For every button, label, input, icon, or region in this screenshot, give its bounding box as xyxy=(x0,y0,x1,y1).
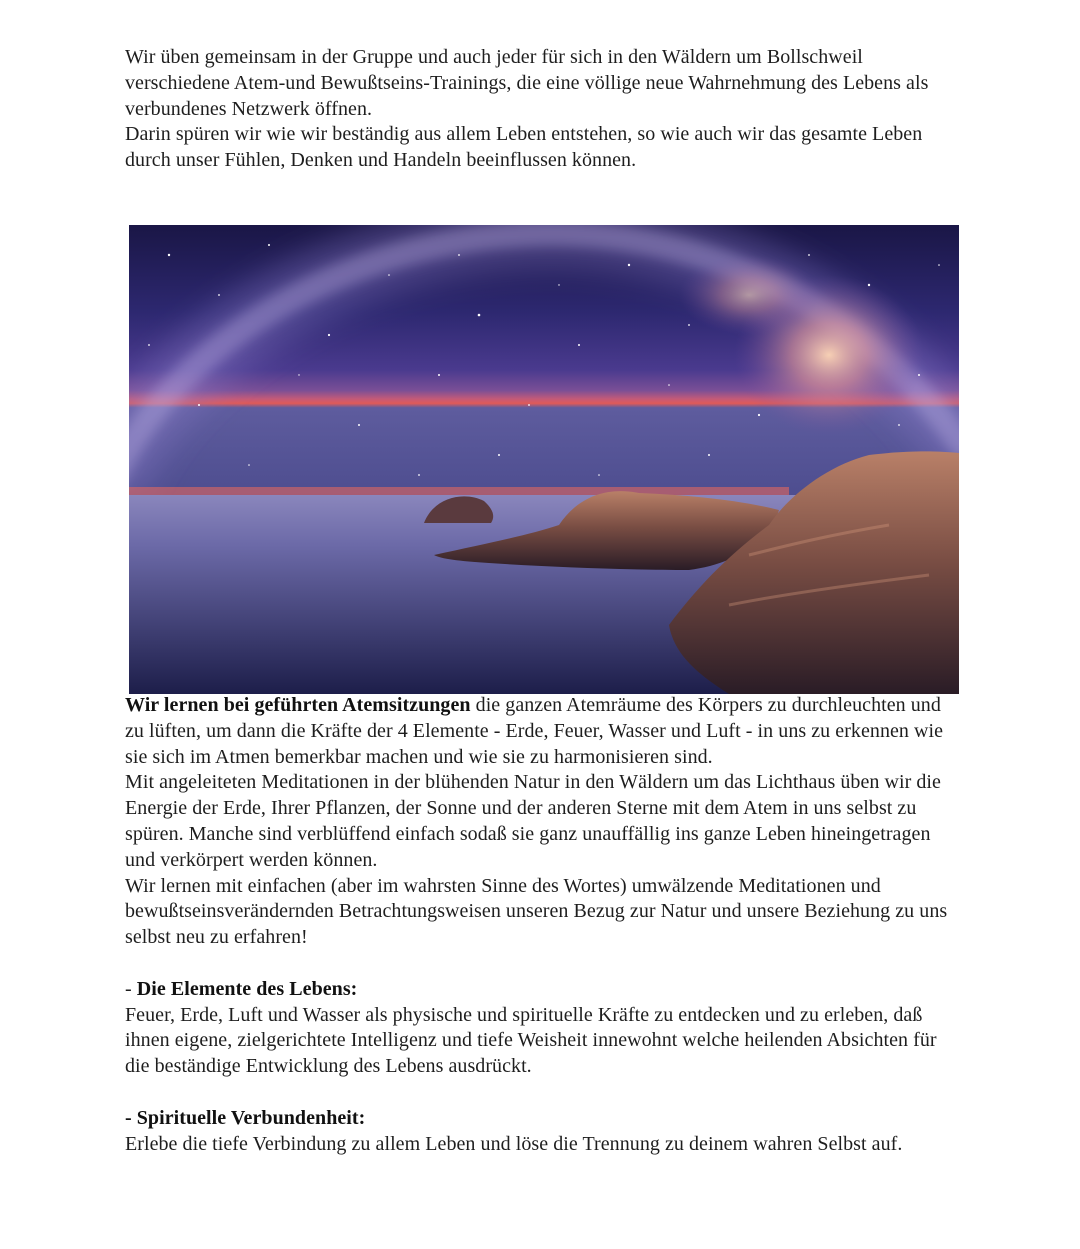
sessions-paragraph-1 xyxy=(125,693,960,770)
sessions-lead-bold: Wir lernen bei geführten Atemsitzungen xyxy=(125,694,471,716)
spacer xyxy=(125,1080,960,1106)
intro-paragraph-2: Darin spüren wir wie wir beständig aus allem Leben entstehen, so wie auch wir das gesamte Leben durch unser Fühlen, Denken und Handeln beeinflussen können. xyxy=(125,123,923,172)
sessions-paragraph-2: Mit angeleiteten Meditationen in der blühenden Natur in den Wäldern um das Lichthaus üben wir die Energie der Erde, Ihrer Pflanzen, der Sonne und der anderen Sterne mit dem Atem in uns selbst zu spüren. Manche sind verblüffend einfach sodaß sie ganz unauffällig ins ganze Leben hineingetragen und verkörpert werden können. xyxy=(125,771,941,871)
connection-heading-line xyxy=(125,1106,960,1132)
sessions-lead-rest: die ganzen Atemräume des Körpers zu durchleuchten und zu lüften, um dann die Kräfte der 4 Elemente - Erde, Feuer, Wasser und Luft - in uns zu erkennen wie sie sich im Atmen bemerkbar machen und wie sie zu harmonisieren sind. xyxy=(125,694,944,768)
elements-text: Feuer, Erde, Luft und Wasser als physische und spirituelle Kräfte zu entdecken und zu erleben, daß ihnen eigene, zielgerichtete Intelligenz und tiefe Weisheit innewohnt welche heilenden Absichten für die beständige Entwicklung des Lebens ausdrückt. xyxy=(125,1003,937,1078)
elements-heading: Die Elemente des Lebens: xyxy=(136,977,358,1000)
night-sky-milky-way-image xyxy=(129,225,959,694)
sessions-paragraph-3: Wir lernen mit einfachen (aber im wahrsten Sinne des Wortes) umwälzende Meditationen und bewußtseinsverändernden Betrachtungsweisen unseren Bezug zur Natur und unsere Beziehung zu uns selbst neu zu erfahren! xyxy=(125,874,948,949)
connection-text: Erlebe die tiefe Verbindung zu allem Leben und löse die Trennung zu deinem wahren Selbst auf. xyxy=(125,1132,903,1155)
main-text xyxy=(125,693,960,1157)
intro-text xyxy=(125,45,960,174)
connection-heading: - Spirituelle Verbundenheit: xyxy=(125,1106,366,1129)
intro-paragraph-1: Wir üben gemeinsam in der Gruppe und auch jeder für sich in den Wäldern um Bollschweil verschiedene Atem-und Bewußtseins-Trainings, die eine völlige neue Wahrnehmung des Lebens als verbundenes Netzwerk öffnen. xyxy=(125,46,929,120)
elements-heading-line xyxy=(125,977,960,1003)
spacer xyxy=(125,951,960,977)
elements-dash: - xyxy=(125,977,137,1000)
